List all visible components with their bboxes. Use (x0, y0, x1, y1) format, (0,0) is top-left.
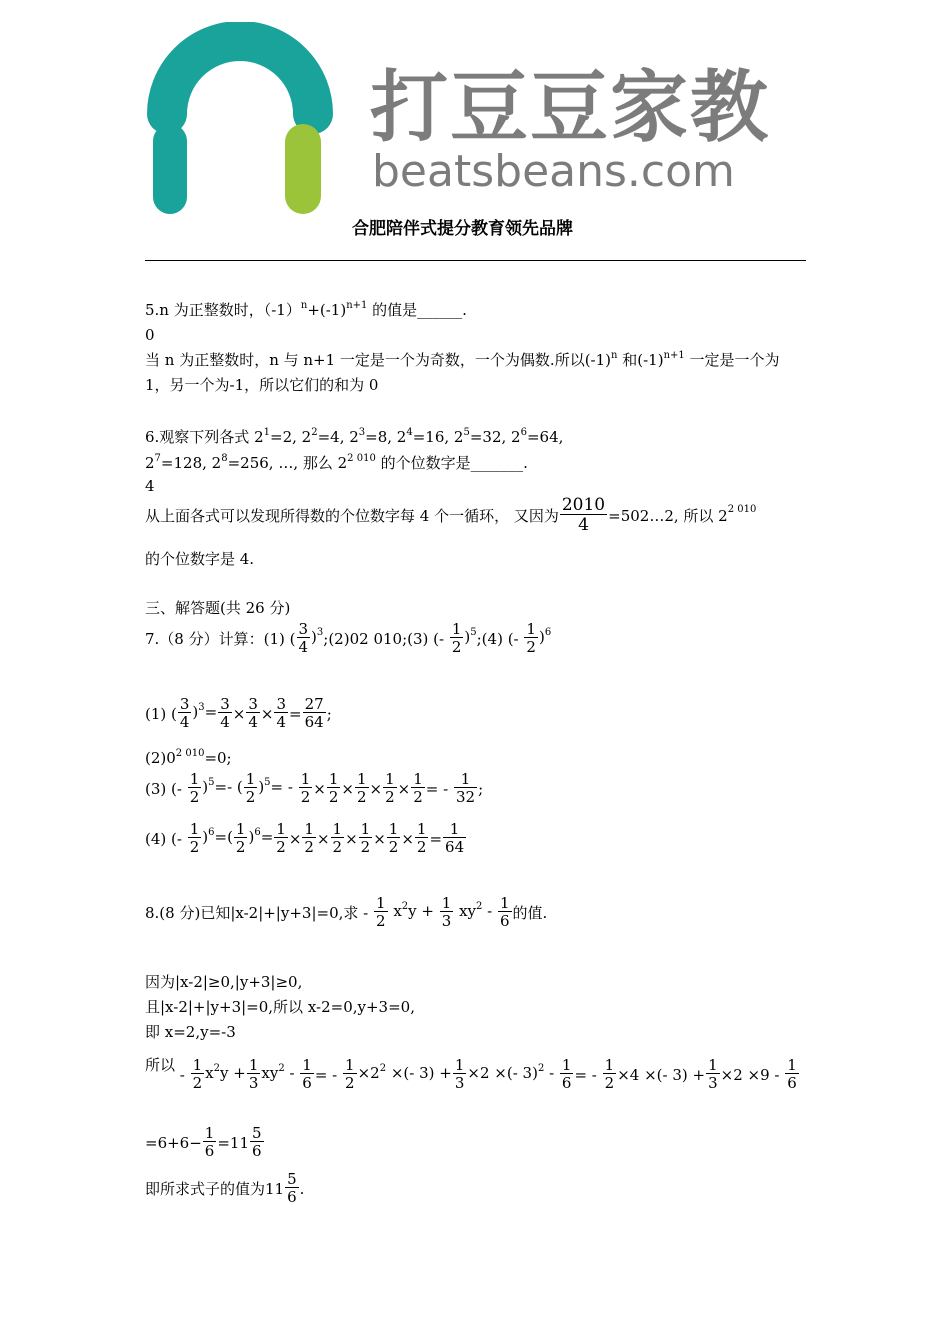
q8-stem: 8.(8 分)已知|x-2|+|y+3|=0,求 - $\frac{1}{2}$ $x^2y$ + $\frac{1}{3}$ $xy^2$ - $\frac{1}{6}$ 的值. (145, 894, 548, 930)
q8-line1: 因为|x-2|≥0,|y+3|≥0, (145, 973, 303, 991)
q8-final: 即所求式子的值为11 $\frac{5}{6}$ . (145, 1170, 305, 1206)
q7-solution-2: $(2)0^{2 010}=0$; (145, 748, 232, 767)
q7-solution-4: (4) (- $\frac{1}{2}$ )$^6$=( $\frac{1}{2}$ )$^6$= $\frac{1}{2}$ × $\frac{1}{2}$ × $\frac{1}{2}$ × $\frac{1}{2}$ × $\frac{1}{2}$ × $\frac{1}{2}$ = $\frac{1}{64}$ (145, 820, 465, 856)
q5-explain-line2: 1，另一个为-1，所以它们的和为 0 (145, 376, 379, 394)
q8-line2: 且|x-2|+|y+3|=0,所以 x-2=0,y+3=0, (145, 998, 415, 1016)
brand-name-cn: 打豆豆家教 (370, 63, 771, 153)
logo (145, 22, 335, 217)
q8-expansion: 所以 - $\frac{1}{2}$ $x^2y$ + $\frac{1}{3}$ $xy^2$ - $\frac{1}{6}$ = - $\frac{1}{2}$ $\times 2^2$ ×(- 3) + $\frac{1}{3}$ ×2 ×(- 3)$^2$ - $\frac{1}{6}$ = - $\frac{1}{2}$ ×4 ×(- 3) + $\frac{1}{3}$ ×2 ×9 - $\frac{1}{6}$ (145, 1055, 797, 1092)
brand-name-en: beatsbeans.com (372, 146, 735, 197)
q5-explain-line1: 当 n 为正整数时，n 与 n+1 一定是一个为奇数，一个为偶数.所以$(-1)^n$ 和$(-1)^{n+1}$ 一定是一个为 (145, 350, 780, 369)
q6-explain-line1: 从上面各式可以发现所得数的个位数字每 4 个一循环， 又因为 $\frac{2010}{4}$ =502…2, 所以 $2^{2 010}$ (145, 495, 757, 535)
q6-stem-line2: $2^7=128$, $2^8=256$, …, 那么 $2^{2 010}$ 的个位数字是_______. (145, 453, 528, 472)
q6-explain-line2: 的个位数字是 4. (145, 550, 255, 568)
q7-solution-1: (1) ( $\frac{3}{4}$ )$^3$= $\frac{3}{4}$ × $\frac{3}{4}$ × $\frac{3}{4}$ = $\frac{27}{64}$ ; (145, 695, 332, 731)
header-divider (145, 260, 806, 261)
q6-answer: 4 (145, 477, 155, 495)
q8-result: =6+6− $\frac{1}{6}$ =11 $\frac{5}{6}$ (145, 1124, 262, 1160)
q7-solution-3: (3) (- $\frac{1}{2}$ )$^5$=- ( $\frac{1}{2}$ )$^5$= - $\frac{1}{2}$ × $\frac{1}{2}$ × $\frac{1}{2}$ × $\frac{1}{2}$ × $\frac{1}{2}$ = - $\frac{1}{32}$ ; (145, 770, 484, 806)
q5-answer: 0 (145, 326, 155, 344)
q6-stem-line1: 6.观察下列各式 $2^1=2$, $2^2=4$, $2^3=8$, $2^4=16$, $2^5=32$, $2^6=64$, (145, 427, 564, 446)
q5-stem: 5.n 为正整数时，$(-1)^n+(-1)^{n+1}$ 的值是______. (145, 300, 467, 319)
logo-arch-icon (145, 22, 335, 217)
q8-line3: 即 x=2,y=-3 (145, 1023, 236, 1041)
q7-stem: 7.（8 分）计算：(1) ( $\frac{3}{4}$ )$^3$;(2)02 010;(3) (- $\frac{1}{2}$ )$^5$;(4) (- $\frac{1}{2}$ )$^6$ (145, 620, 552, 656)
slogan: 合肥陪伴式提分教育领先品牌 (352, 219, 573, 239)
section-title: 三、解答题(共 26 分) (145, 599, 291, 617)
